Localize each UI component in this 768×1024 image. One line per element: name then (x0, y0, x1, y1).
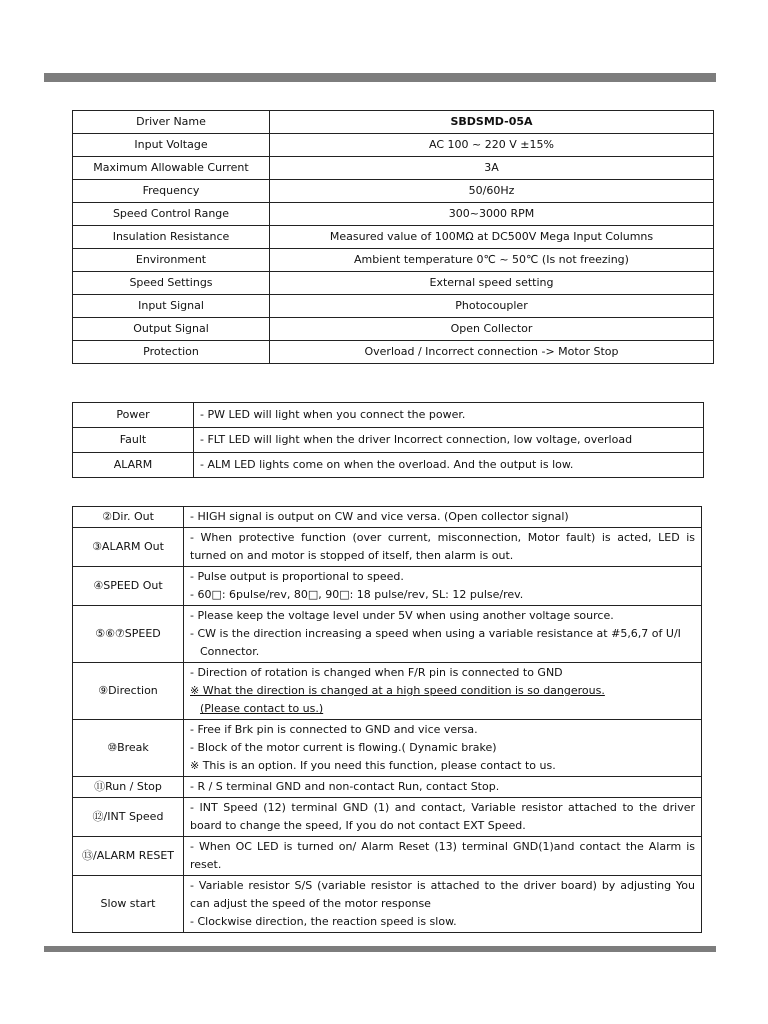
pin-label: ⑪Run / Stop (73, 777, 184, 798)
led-label: Power (73, 403, 194, 428)
description-line: - INT Speed (12) terminal GND (1) and contact, Variable resistor attached to the driver board to change the speed, If you do not contact EXT Speed. (190, 801, 695, 832)
spec-label: Protection (73, 341, 270, 364)
pin-table (72, 506, 702, 933)
header-divider (44, 73, 716, 82)
led-label: ALARM (73, 453, 194, 478)
description-line: ※ This is an option. If you need this function, please contact to us. (190, 759, 556, 772)
spec-value: 300~3000 RPM (270, 203, 714, 226)
pin-label: ④SPEED Out (73, 567, 184, 606)
led-description: - FLT LED will light when the driver Incorrect connection, low voltage, overload (194, 428, 704, 453)
spec-label: Speed Control Range (73, 203, 270, 226)
pin-description (184, 798, 702, 837)
spec-label: Environment (73, 249, 270, 272)
table-row (73, 876, 702, 933)
led-description: - ALM LED lights come on when the overload. And the output is low. (194, 453, 704, 478)
description-line: - Clockwise direction, the reaction speed is slow. (190, 915, 457, 928)
led-label: Fault (73, 428, 194, 453)
description-line: - HIGH signal is output on CW and vice versa. (Open collector signal) (190, 510, 569, 523)
table-row (73, 428, 704, 453)
description-line: (Please contact to us.) (200, 702, 324, 715)
table-row (73, 318, 714, 341)
spec-label: Input Signal (73, 295, 270, 318)
pin-label: ②Dir. Out (73, 507, 184, 528)
led-table (72, 402, 704, 478)
spec-value: Photocoupler (270, 295, 714, 318)
spec-label: Driver Name (73, 111, 270, 134)
table-row (73, 403, 704, 428)
table-row (73, 272, 714, 295)
pin-label: ③ALARM Out (73, 528, 184, 567)
pin-description (184, 876, 702, 933)
table-row (73, 720, 702, 777)
pin-label: Slow start (73, 876, 184, 933)
spec-label: Insulation Resistance (73, 226, 270, 249)
table-row (73, 295, 714, 318)
pin-label: ⑫/INT Speed (73, 798, 184, 837)
table-row (73, 453, 704, 478)
table-row (73, 798, 702, 837)
table-row (73, 528, 702, 567)
spec-value: External speed setting (270, 272, 714, 295)
description-line: - Free if Brk pin is connected to GND and vice versa. (190, 723, 478, 736)
pin-label: ⑩Break (73, 720, 184, 777)
table-row (73, 341, 714, 364)
description-line: ※ What the direction is changed at a high speed condition is so dangerous. (190, 684, 605, 697)
description-line: - Pulse output is proportional to speed. (190, 570, 404, 583)
table-row (73, 606, 702, 663)
description-line: - Direction of rotation is changed when F/R pin is connected to GND (190, 666, 563, 679)
description-line: - When OC LED is turned on/ Alarm Reset (13) terminal GND(1)and contact the Alarm is reset. (190, 840, 695, 871)
spec-value: Ambient temperature 0℃ ~ 50℃ (Is not freezing) (270, 249, 714, 272)
pin-description (184, 720, 702, 777)
spec-label: Input Voltage (73, 134, 270, 157)
spec-value: 50/60Hz (270, 180, 714, 203)
pin-description (184, 606, 702, 663)
spec-value: SBDSMD-05A (270, 111, 714, 134)
led-description: - PW LED will light when you connect the power. (194, 403, 704, 428)
table-row (73, 180, 714, 203)
table-row (73, 111, 714, 134)
pin-label: ⑤⑥⑦SPEED (73, 606, 184, 663)
spec-value: AC 100 ~ 220 V ±15% (270, 134, 714, 157)
table-row (73, 663, 702, 720)
description-line: - When protective function (over current, misconnection, Motor fault) is acted, LED is turned on and motor is stopped of itself, then alarm is out. (190, 531, 695, 562)
table-row (73, 837, 702, 876)
spec-label: Speed Settings (73, 272, 270, 295)
spec-table (72, 110, 714, 364)
table-row (73, 567, 702, 606)
pin-description (184, 528, 702, 567)
description-line: - 60□: 6pulse/rev, 80□, 90□: 18 pulse/rev, SL: 12 pulse/rev. (190, 588, 524, 601)
pin-label: ⑬/ALARM RESET (73, 837, 184, 876)
table-row (73, 249, 714, 272)
table-row (73, 157, 714, 180)
spec-value: 3A (270, 157, 714, 180)
description-line: - Variable resistor S/S (variable resistor is attached to the driver board) by adjusting You can adjust the speed of the motor response (190, 879, 695, 910)
pin-description (184, 777, 702, 798)
spec-label: Output Signal (73, 318, 270, 341)
pin-description (184, 507, 702, 528)
description-line: - R / S terminal GND and non-contact Run, contact Stop. (190, 780, 500, 793)
footer-divider (44, 946, 716, 952)
table-row (73, 777, 702, 798)
table-row (73, 134, 714, 157)
pin-label: ⑨Direction (73, 663, 184, 720)
table-row (73, 226, 714, 249)
description-line: - Block of the motor current is flowing.( Dynamic brake) (190, 741, 497, 754)
pin-description (184, 567, 702, 606)
table-row (73, 507, 702, 528)
table-row (73, 203, 714, 226)
description-line: - Please keep the voltage level under 5V when using another voltage source. (190, 609, 614, 622)
description-line: Connector. (200, 645, 260, 658)
pin-description (184, 663, 702, 720)
spec-label: Maximum Allowable Current (73, 157, 270, 180)
spec-value: Overload / Incorrect connection -> Motor Stop (270, 341, 714, 364)
spec-value: Open Collector (270, 318, 714, 341)
spec-value: Measured value of 100MΩ at DC500V Mega Input Columns (270, 226, 714, 249)
spec-label: Frequency (73, 180, 270, 203)
description-line: - CW is the direction increasing a speed when using a variable resistance at #5,6,7 of U/I (190, 627, 681, 640)
pin-description (184, 837, 702, 876)
